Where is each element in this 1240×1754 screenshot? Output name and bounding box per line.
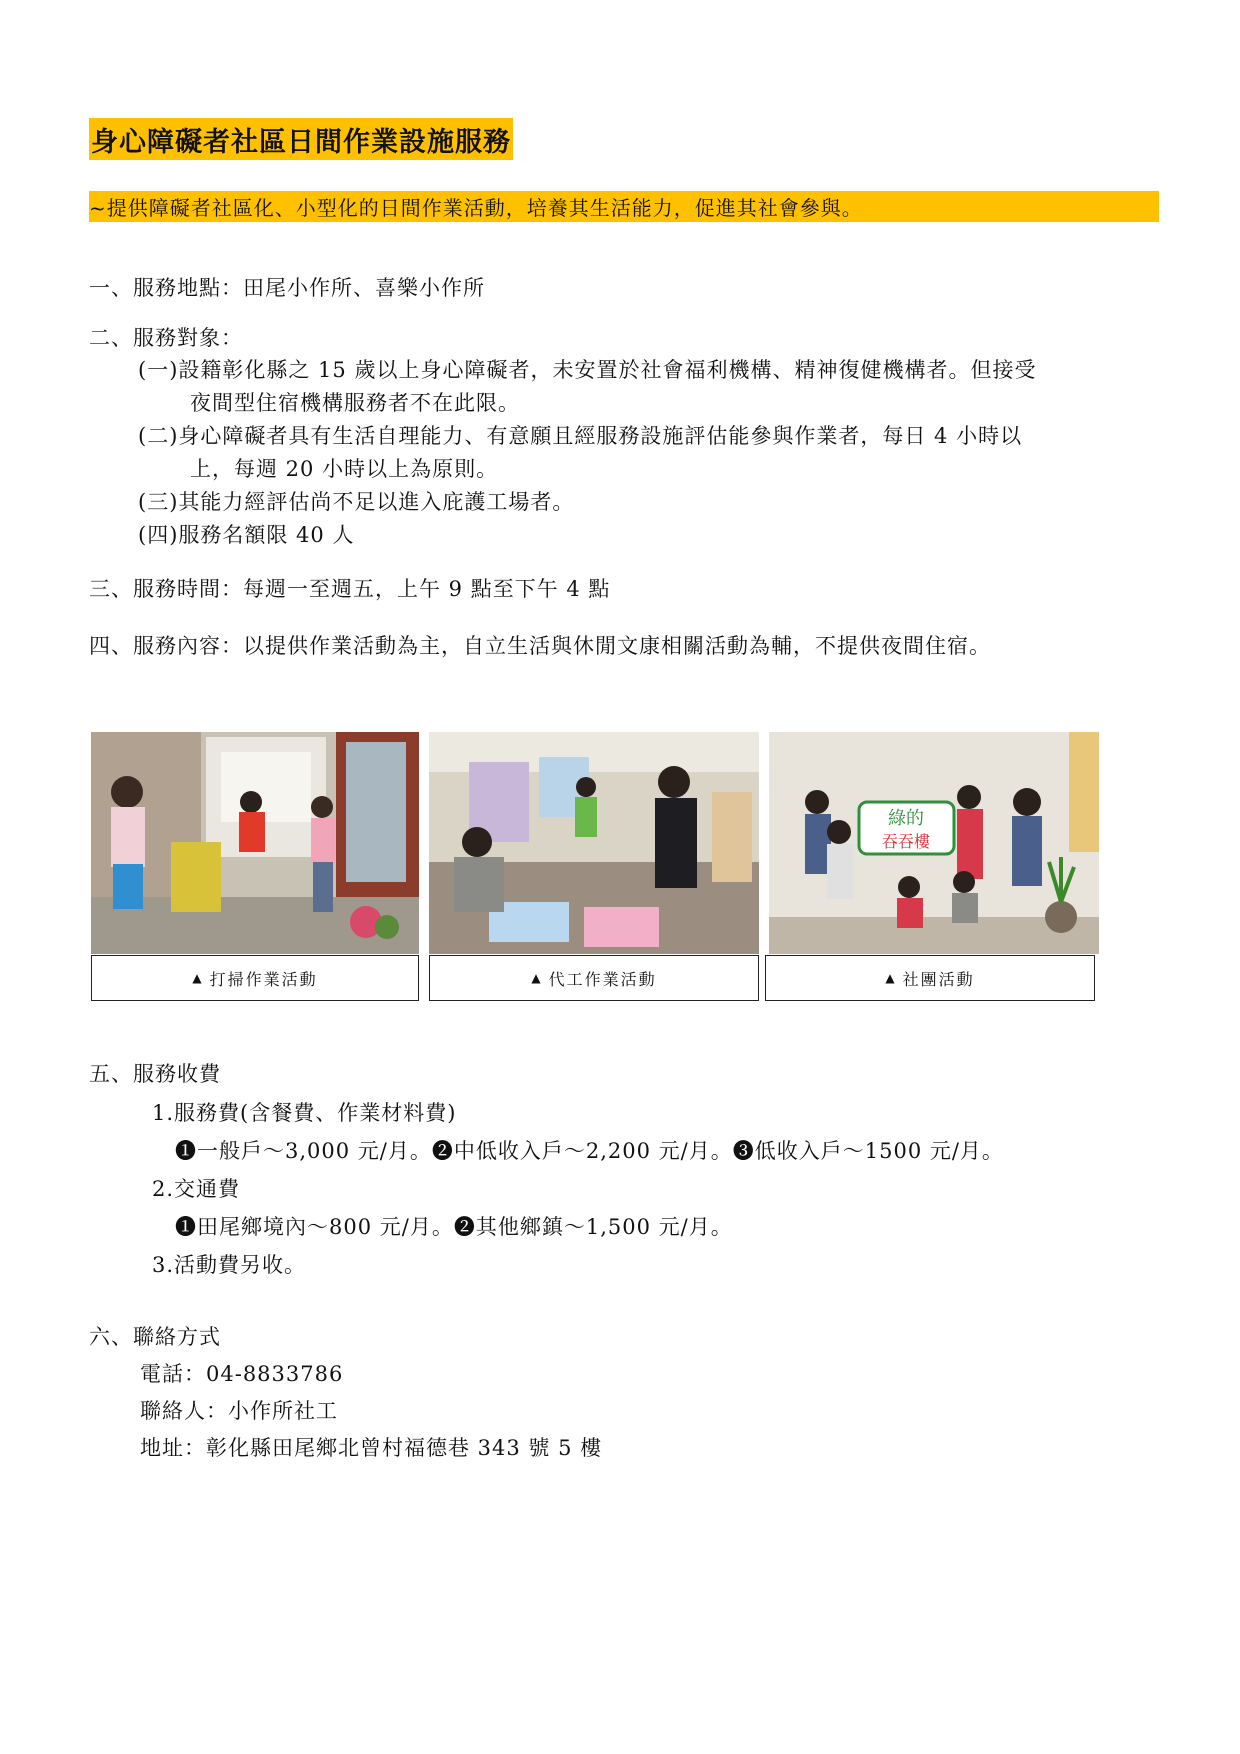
page-subtitle: ~提供障礙者社區化、小型化的日間作業活動，培養其生活能力，促進其社會參與。 bbox=[89, 191, 1159, 222]
sign-text-1: 綠的 bbox=[888, 808, 924, 829]
service-location: 一、服務地點：田尾小作所、喜樂小作所 bbox=[89, 276, 485, 300]
contact-heading: 六、聯絡方式 bbox=[89, 1325, 221, 1349]
service-target-heading: 二、服務對象： bbox=[89, 326, 243, 350]
triangle-up-icon: ▲ bbox=[531, 971, 543, 985]
fee-item-1: 1.服務費(含餐費、作業材料費) bbox=[152, 1101, 457, 1125]
fee-item-1-detail: ❶一般戶～3,000 元/月。❷中低收入戶～2,200 元/月。❸低收入戶～1500 元/月。 bbox=[175, 1139, 1004, 1163]
fees-heading: 五、服務收費 bbox=[89, 1062, 221, 1086]
photo-assembly bbox=[429, 732, 759, 954]
page-title: 身心障礙者社區日間作業設施服務 bbox=[89, 118, 513, 160]
sign-text-2: 吞吞樓 bbox=[881, 832, 931, 851]
fee-item-2: 2.交通費 bbox=[152, 1177, 241, 1201]
contact-phone: 電話：04-8833786 bbox=[140, 1362, 344, 1386]
caption-cleaning: ▲ 打掃作業活動 bbox=[91, 955, 419, 1001]
target-item-2: (二)身心障礙者具有生活自理能力、有意願且經服務設施評估能參與作業者，每日 4 小時以 bbox=[138, 424, 1023, 448]
target-item-1: (一)設籍彰化縣之 15 歲以上身心障礙者，未安置於社會福利機構、精神復健機構者。但接受 bbox=[138, 358, 1037, 382]
target-item-4: (四)服務名額限 40 人 bbox=[138, 523, 355, 547]
fee-item-3: 3.活動費另收。 bbox=[152, 1253, 307, 1277]
photo-club bbox=[769, 732, 1099, 954]
caption-assembly: ▲ 代工作業活動 bbox=[429, 955, 759, 1001]
photo-cleaning bbox=[91, 732, 419, 954]
service-hours: 三、服務時間：每週一至週五，上午 9 點至下午 4 點 bbox=[89, 577, 611, 601]
caption-club: ▲ 社團活動 bbox=[765, 955, 1095, 1001]
triangle-up-icon: ▲ bbox=[192, 971, 204, 985]
target-item-2-cont: 上，每週 20 小時以上為原則。 bbox=[190, 457, 499, 481]
contact-address: 地址：彰化縣田尾鄉北曾村福德巷 343 號 5 樓 bbox=[140, 1436, 603, 1460]
service-content: 四、服務內容：以提供作業活動為主，自立生活與休閒文康相關活動為輔，不提供夜間住宿。 bbox=[89, 634, 991, 658]
target-item-3: (三)其能力經評估尚不足以進入庇護工場者。 bbox=[138, 490, 575, 514]
fee-item-2-detail: ❶田尾鄉境內～800 元/月。❷其他鄉鎮～1,500 元/月。 bbox=[175, 1215, 733, 1239]
contact-person: 聯絡人：小作所社工 bbox=[140, 1399, 338, 1423]
target-item-1-cont: 夜間型住宿機構服務者不在此限。 bbox=[190, 391, 520, 415]
triangle-up-icon: ▲ bbox=[885, 971, 897, 985]
